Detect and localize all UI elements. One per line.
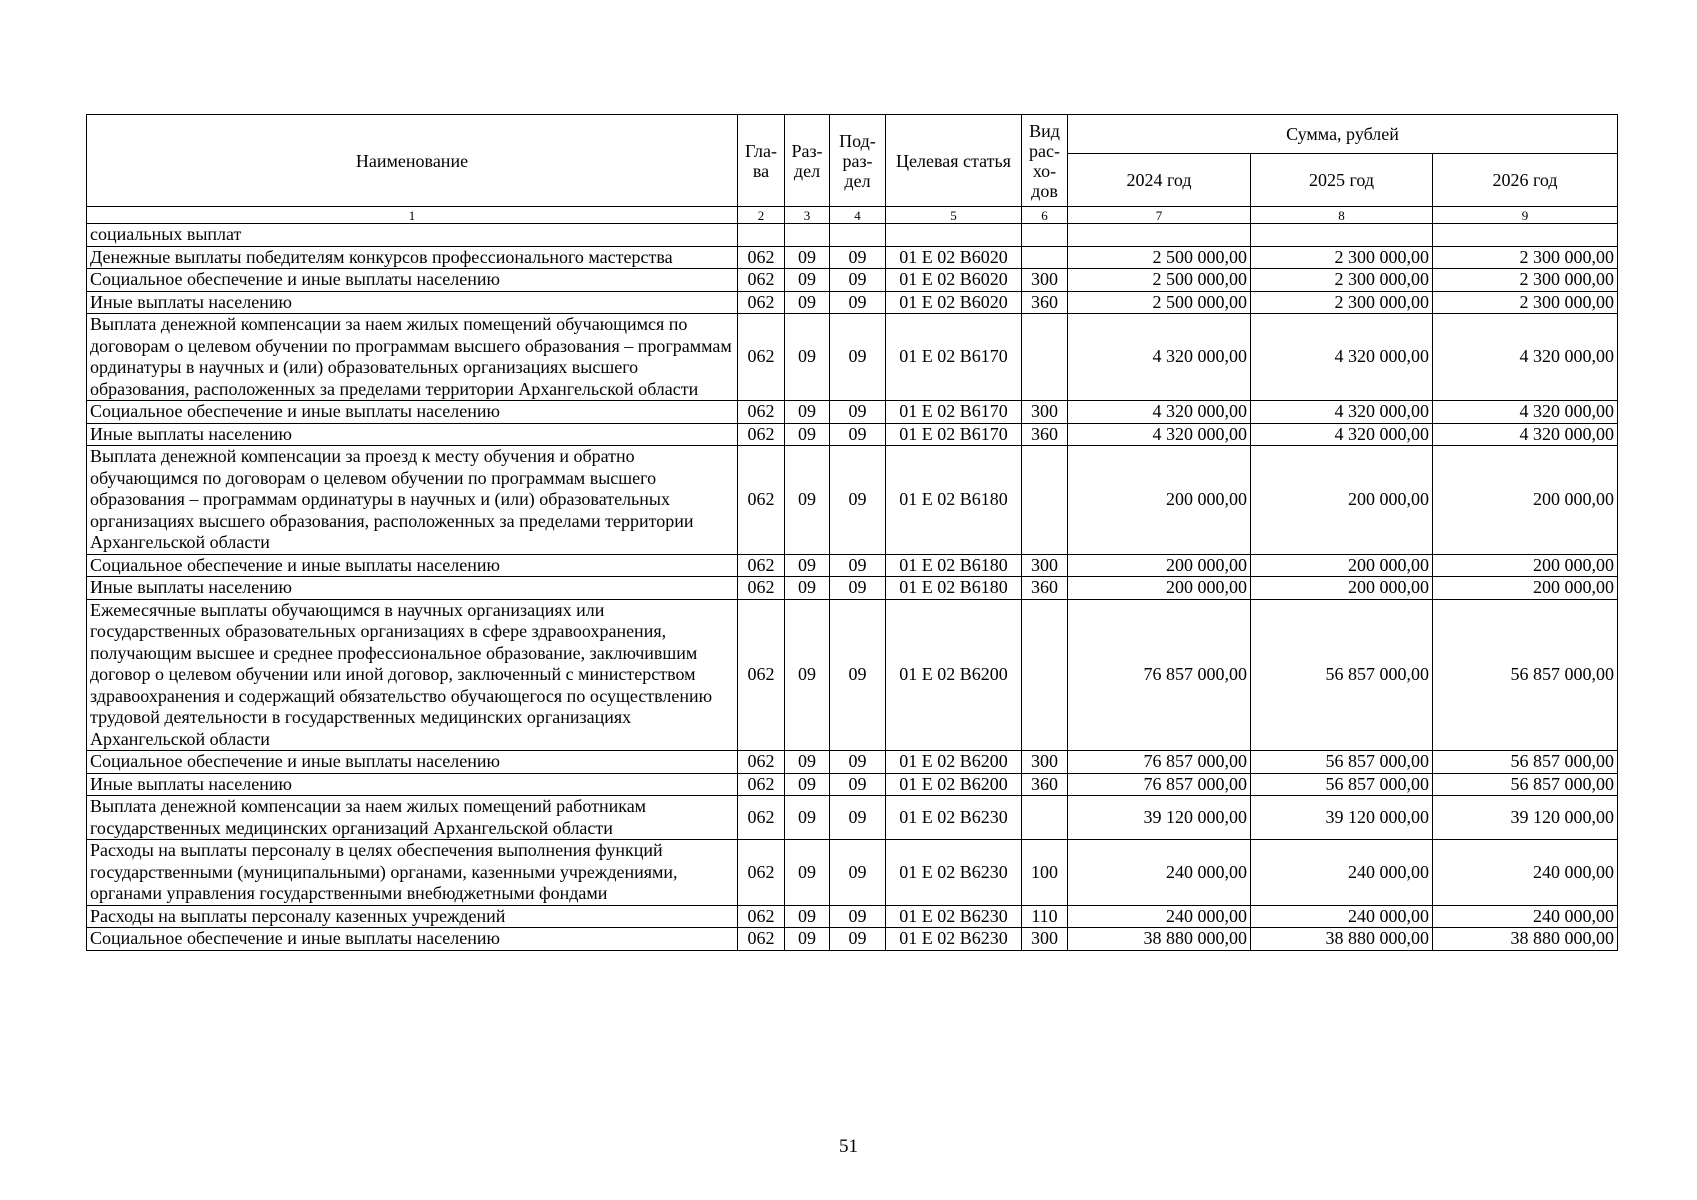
- row-name: Иные выплаты населению: [87, 291, 738, 314]
- row-expense-type: [1022, 446, 1068, 555]
- row-target-article: 01 Е 02 В6200: [886, 599, 1022, 751]
- row-expense-type: [1022, 246, 1068, 269]
- row-amount-2026: 240 000,00: [1433, 840, 1618, 906]
- row-amount-2025: 200 000,00: [1251, 554, 1433, 577]
- row-subsection: 09: [830, 773, 886, 796]
- row-target-article: 01 Е 02 В6180: [886, 554, 1022, 577]
- row-expense-type: 360: [1022, 577, 1068, 600]
- row-name: Иные выплаты населению: [87, 577, 738, 600]
- row-chapter: 062: [738, 905, 785, 928]
- row-amount-2025: 2 300 000,00: [1251, 291, 1433, 314]
- row-amount-2026: 2 300 000,00: [1433, 269, 1618, 292]
- row-amount-2024: 76 857 000,00: [1068, 773, 1251, 796]
- table-row: [87, 577, 1618, 600]
- row-target-article: 01 Е 02 В6020: [886, 246, 1022, 269]
- row-chapter: 062: [738, 840, 785, 906]
- row-name: Социальное обеспечение и иные выплаты населению: [87, 928, 738, 951]
- budget-table: [86, 114, 1618, 951]
- table-row: [87, 796, 1618, 840]
- row-expense-type: [1022, 314, 1068, 401]
- row-chapter: [738, 224, 785, 247]
- header-chapter: Гла-ва: [738, 115, 785, 207]
- row-name: Денежные выплаты победителям конкурсов профессионального мастерства: [87, 246, 738, 269]
- row-chapter: 062: [738, 446, 785, 555]
- row-expense-type: 300: [1022, 401, 1068, 424]
- row-subsection: 09: [830, 840, 886, 906]
- header-year-2024: 2024 год: [1068, 154, 1251, 207]
- row-chapter: 062: [738, 554, 785, 577]
- row-amount-2024: 2 500 000,00: [1068, 246, 1251, 269]
- row-amount-2026: 200 000,00: [1433, 554, 1618, 577]
- row-name: Социальное обеспечение и иные выплаты населению: [87, 401, 738, 424]
- row-target-article: 01 Е 02 В6230: [886, 928, 1022, 951]
- row-amount-2026: 38 880 000,00: [1433, 928, 1618, 951]
- row-name: Социальное обеспечение и иные выплаты населению: [87, 554, 738, 577]
- row-section: 09: [785, 401, 830, 424]
- row-chapter: 062: [738, 773, 785, 796]
- row-name: социальных выплат: [87, 224, 738, 247]
- table-row: [87, 246, 1618, 269]
- table-row: [87, 401, 1618, 424]
- row-amount-2024: 4 320 000,00: [1068, 423, 1251, 446]
- table-row: [87, 269, 1618, 292]
- row-amount-2026: 240 000,00: [1433, 905, 1618, 928]
- table-row: [87, 905, 1618, 928]
- column-number: 9: [1433, 207, 1618, 224]
- row-target-article: 01 Е 02 В6200: [886, 751, 1022, 774]
- page-number: 51: [839, 1136, 858, 1157]
- row-section: 09: [785, 446, 830, 555]
- row-amount-2026: 4 320 000,00: [1433, 401, 1618, 424]
- row-amount-2025: 200 000,00: [1251, 446, 1433, 555]
- row-subsection: 09: [830, 401, 886, 424]
- row-chapter: 062: [738, 928, 785, 951]
- row-chapter: 062: [738, 423, 785, 446]
- table-row: [87, 314, 1618, 401]
- row-chapter: 062: [738, 577, 785, 600]
- table-row: [87, 224, 1618, 247]
- header-section: Раз-дел: [785, 115, 830, 207]
- row-amount-2026: 200 000,00: [1433, 577, 1618, 600]
- row-name: Социальное обеспечение и иные выплаты населению: [87, 751, 738, 774]
- row-name: Выплата денежной компенсации за проезд к месту обучения и обратно обучающимся по договорам о целевом обучении по программам высшего образования – программам ординатуры в научных и (или) образовательных организациях высшего образования, расположенных за пределами территории Архангельской области: [87, 446, 738, 555]
- table-row: [87, 423, 1618, 446]
- table-body: [87, 224, 1618, 951]
- row-chapter: 062: [738, 401, 785, 424]
- row-section: 09: [785, 599, 830, 751]
- column-number: 7: [1068, 207, 1251, 224]
- row-subsection: 09: [830, 291, 886, 314]
- row-expense-type: 360: [1022, 773, 1068, 796]
- row-target-article: 01 Е 02 В6230: [886, 905, 1022, 928]
- row-amount-2026: 56 857 000,00: [1433, 773, 1618, 796]
- header-subsection: Под-раз-дел: [830, 115, 886, 207]
- row-subsection: 09: [830, 796, 886, 840]
- column-number: 3: [785, 207, 830, 224]
- row-section: 09: [785, 554, 830, 577]
- row-amount-2024: [1068, 224, 1251, 247]
- row-expense-type: 300: [1022, 751, 1068, 774]
- table-row: [87, 554, 1618, 577]
- row-section: 09: [785, 246, 830, 269]
- row-expense-type: 360: [1022, 423, 1068, 446]
- row-expense-type: 110: [1022, 905, 1068, 928]
- row-name: Выплата денежной компенсации за наем жилых помещений работникам государственных медицинских организаций Архангельской области: [87, 796, 738, 840]
- column-number: 2: [738, 207, 785, 224]
- row-name: Ежемесячные выплаты обучающимся в научных организациях или государственных образовательных организациях в сфере здравоохранения, получающим высшее и среднее профессиональное образование, заключившим договор о целевом обучении или иной договор, заключенный с министерством здравоохранения и содержащий обязательство обучающегося по осуществлению трудовой деятельности в государственных медицинских организациях Архангельской области: [87, 599, 738, 751]
- row-subsection: 09: [830, 246, 886, 269]
- column-number: 6: [1022, 207, 1068, 224]
- row-amount-2025: 2 300 000,00: [1251, 269, 1433, 292]
- row-section: 09: [785, 423, 830, 446]
- row-amount-2024: 76 857 000,00: [1068, 599, 1251, 751]
- row-amount-2024: 200 000,00: [1068, 446, 1251, 555]
- column-number: 1: [87, 207, 738, 224]
- row-target-article: 01 Е 02 В6020: [886, 269, 1022, 292]
- row-expense-type: [1022, 796, 1068, 840]
- row-amount-2025: 39 120 000,00: [1251, 796, 1433, 840]
- row-chapter: 062: [738, 269, 785, 292]
- row-subsection: 09: [830, 446, 886, 555]
- row-chapter: 062: [738, 314, 785, 401]
- row-target-article: 01 Е 02 В6170: [886, 401, 1022, 424]
- table-row: [87, 446, 1618, 555]
- header-sum: Сумма, рублей: [1068, 115, 1618, 154]
- row-amount-2025: 4 320 000,00: [1251, 314, 1433, 401]
- row-amount-2026: [1433, 224, 1618, 247]
- row-section: 09: [785, 773, 830, 796]
- row-expense-type: [1022, 224, 1068, 247]
- row-amount-2024: 76 857 000,00: [1068, 751, 1251, 774]
- row-chapter: 062: [738, 291, 785, 314]
- row-amount-2026: 56 857 000,00: [1433, 599, 1618, 751]
- row-amount-2025: 56 857 000,00: [1251, 773, 1433, 796]
- row-amount-2025: 56 857 000,00: [1251, 751, 1433, 774]
- row-expense-type: 360: [1022, 291, 1068, 314]
- row-amount-2026: 200 000,00: [1433, 446, 1618, 555]
- row-amount-2024: 4 320 000,00: [1068, 401, 1251, 424]
- row-amount-2024: 200 000,00: [1068, 554, 1251, 577]
- row-section: 09: [785, 905, 830, 928]
- row-section: 09: [785, 291, 830, 314]
- table-row: [87, 599, 1618, 751]
- row-target-article: 01 Е 02 В6170: [886, 423, 1022, 446]
- row-chapter: 062: [738, 796, 785, 840]
- row-name: Иные выплаты населению: [87, 773, 738, 796]
- table-row: [87, 773, 1618, 796]
- row-amount-2025: 4 320 000,00: [1251, 423, 1433, 446]
- row-amount-2025: [1251, 224, 1433, 247]
- table-row: [87, 751, 1618, 774]
- row-amount-2025: 240 000,00: [1251, 905, 1433, 928]
- row-expense-type: 300: [1022, 928, 1068, 951]
- row-section: 09: [785, 314, 830, 401]
- row-expense-type: [1022, 599, 1068, 751]
- column-number-row: [87, 207, 1618, 224]
- row-amount-2024: 39 120 000,00: [1068, 796, 1251, 840]
- row-amount-2026: 56 857 000,00: [1433, 751, 1618, 774]
- row-target-article: 01 Е 02 В6230: [886, 840, 1022, 906]
- header-year-2026: 2026 год: [1433, 154, 1618, 207]
- column-number: 8: [1251, 207, 1433, 224]
- row-subsection: 09: [830, 423, 886, 446]
- row-amount-2025: 200 000,00: [1251, 577, 1433, 600]
- row-name: Расходы на выплаты персоналу казенных учреждений: [87, 905, 738, 928]
- row-target-article: 01 Е 02 В6230: [886, 796, 1022, 840]
- row-amount-2026: 2 300 000,00: [1433, 291, 1618, 314]
- row-amount-2025: 56 857 000,00: [1251, 599, 1433, 751]
- row-subsection: 09: [830, 577, 886, 600]
- row-section: 09: [785, 796, 830, 840]
- row-section: 09: [785, 928, 830, 951]
- row-subsection: 09: [830, 554, 886, 577]
- table-row: [87, 840, 1618, 906]
- row-chapter: 062: [738, 599, 785, 751]
- row-subsection: 09: [830, 599, 886, 751]
- header-target-article: Целевая статья: [886, 115, 1022, 207]
- row-amount-2026: 4 320 000,00: [1433, 314, 1618, 401]
- row-target-article: 01 Е 02 В6200: [886, 773, 1022, 796]
- row-subsection: 09: [830, 269, 886, 292]
- row-section: 09: [785, 577, 830, 600]
- row-amount-2025: 2 300 000,00: [1251, 246, 1433, 269]
- row-amount-2024: 4 320 000,00: [1068, 314, 1251, 401]
- row-amount-2025: 240 000,00: [1251, 840, 1433, 906]
- table-row: [87, 291, 1618, 314]
- row-amount-2025: 38 880 000,00: [1251, 928, 1433, 951]
- row-subsection: [830, 224, 886, 247]
- row-target-article: 01 Е 02 В6170: [886, 314, 1022, 401]
- row-subsection: 09: [830, 928, 886, 951]
- row-expense-type: 300: [1022, 554, 1068, 577]
- row-amount-2024: 240 000,00: [1068, 840, 1251, 906]
- row-amount-2026: 2 300 000,00: [1433, 246, 1618, 269]
- row-amount-2024: 240 000,00: [1068, 905, 1251, 928]
- row-name: Иные выплаты населению: [87, 423, 738, 446]
- column-number: 5: [886, 207, 1022, 224]
- row-expense-type: 100: [1022, 840, 1068, 906]
- row-amount-2024: 200 000,00: [1068, 577, 1251, 600]
- row-amount-2025: 4 320 000,00: [1251, 401, 1433, 424]
- table-row: [87, 928, 1618, 951]
- row-target-article: [886, 224, 1022, 247]
- row-subsection: 09: [830, 314, 886, 401]
- row-name: Социальное обеспечение и иные выплаты населению: [87, 269, 738, 292]
- row-target-article: 01 Е 02 В6180: [886, 577, 1022, 600]
- row-target-article: 01 Е 02 В6020: [886, 291, 1022, 314]
- row-chapter: 062: [738, 751, 785, 774]
- row-amount-2024: 2 500 000,00: [1068, 269, 1251, 292]
- row-subsection: 09: [830, 751, 886, 774]
- header-year-2025: 2025 год: [1251, 154, 1433, 207]
- row-name: Выплата денежной компенсации за наем жилых помещений обучающимся по договорам о целевом обучении по программам высшего образования – программам ординатуры в научных и (или) образовательных организациях высшего образования, расположенных за пределами территории Архангельской области: [87, 314, 738, 401]
- row-target-article: 01 Е 02 В6180: [886, 446, 1022, 555]
- row-amount-2026: 4 320 000,00: [1433, 423, 1618, 446]
- row-amount-2024: 2 500 000,00: [1068, 291, 1251, 314]
- row-amount-2026: 39 120 000,00: [1433, 796, 1618, 840]
- column-number: 4: [830, 207, 886, 224]
- row-amount-2024: 38 880 000,00: [1068, 928, 1251, 951]
- header-name: Наименование: [87, 115, 738, 207]
- row-section: 09: [785, 840, 830, 906]
- row-section: 09: [785, 751, 830, 774]
- row-section: [785, 224, 830, 247]
- header-expense-type: Вид рас-хо-дов: [1022, 115, 1068, 207]
- row-name: Расходы на выплаты персоналу в целях обеспечения выполнения функций государственными (муниципальными) органами, казенными учреждениями, органами управления государственными внебюджетными фондами: [87, 840, 738, 906]
- row-subsection: 09: [830, 905, 886, 928]
- row-section: 09: [785, 269, 830, 292]
- row-expense-type: 300: [1022, 269, 1068, 292]
- row-chapter: 062: [738, 246, 785, 269]
